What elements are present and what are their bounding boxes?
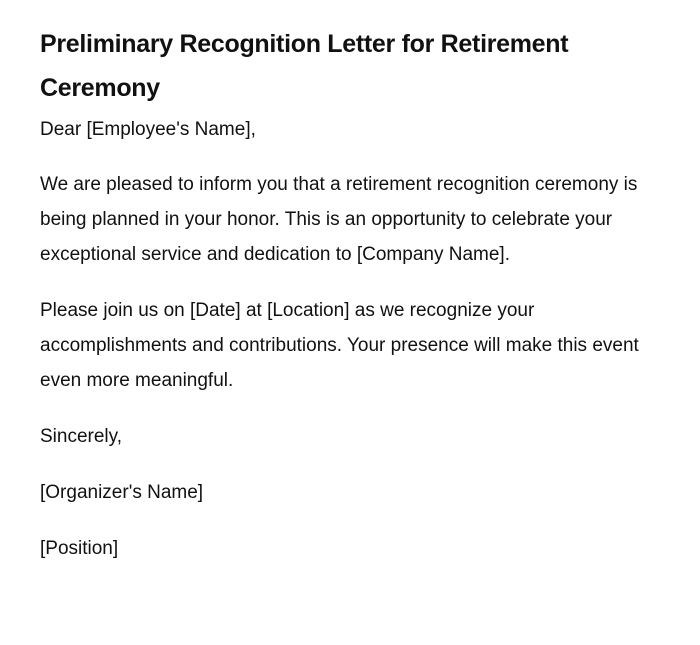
salutation: Dear [Employee's Name], (40, 119, 256, 140)
closing: Sincerely, (40, 426, 123, 447)
signature-name: [Organizer's Name] (40, 482, 204, 503)
signature-position: [Position] (40, 538, 119, 559)
body-paragraph-1: We are pleased to inform you that a retirement recognition ceremony is being planned in your honor. This is an opportunity to celebrate your exceptional service and dedication to [Company Name]. (40, 174, 638, 265)
letter-title: Preliminary Recognition Letter for Retirement Ceremony (40, 30, 569, 102)
body-paragraph-2: Please join us on [Date] at [Location] as we recognize your accomplishments and contributions. Your presence will make this event even more meaningful. (40, 300, 639, 391)
